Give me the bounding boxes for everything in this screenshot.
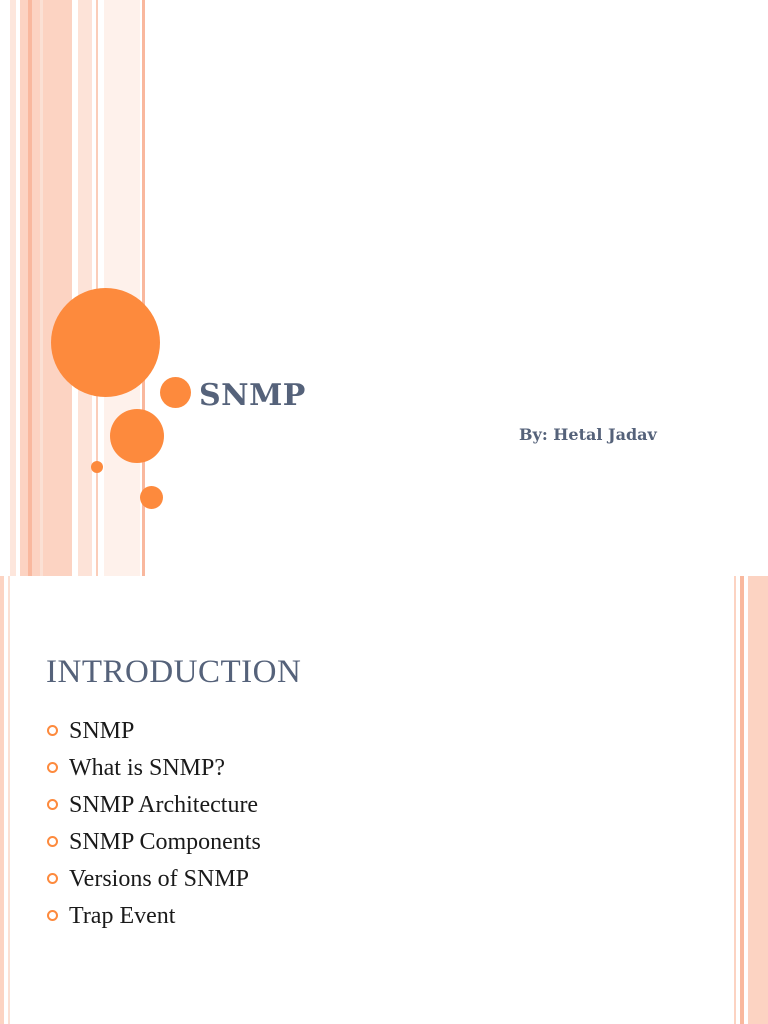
slide-heading: INTRODUCTION: [46, 654, 302, 690]
slide-title: SNMP: [199, 378, 306, 413]
list-item-label: SNMP: [69, 718, 135, 744]
medium-circle-decoration: [110, 409, 164, 463]
hollow-circle-bullet-icon: [47, 762, 58, 773]
hollow-circle-bullet-icon: [47, 799, 58, 810]
list-item-label: Versions of SNMP: [69, 866, 250, 892]
hollow-circle-bullet-icon: [47, 910, 58, 921]
list-item-label: SNMP Components: [69, 829, 261, 855]
decorative-stripe: [8, 576, 10, 1024]
list-item: [46, 713, 261, 750]
list-item-label: Trap Event: [69, 903, 176, 929]
hollow-circle-bullet-icon: [47, 873, 58, 884]
hollow-circle-bullet-icon: [47, 725, 58, 736]
list-item: [46, 824, 261, 861]
list-item: [46, 750, 261, 787]
tiny-circle-decoration: [91, 461, 103, 473]
decorative-stripe: [734, 576, 736, 1024]
small-circle-decoration: [160, 377, 191, 408]
decorative-stripe: [0, 576, 4, 1024]
introduction-slide: [0, 576, 768, 1024]
hollow-circle-bullet-icon: [47, 836, 58, 847]
small-circle-decoration: [140, 486, 163, 509]
decorative-stripe: [78, 0, 92, 576]
decorative-stripe: [740, 576, 744, 1024]
list-item-label: SNMP Architecture: [69, 792, 259, 818]
list-item: [46, 861, 261, 898]
large-circle-decoration: [51, 288, 160, 397]
slide-subtitle: By: Hetal Jadav: [519, 425, 657, 444]
list-item: [46, 898, 261, 935]
bullet-list: [46, 713, 261, 935]
list-item-label: What is SNMP?: [69, 755, 225, 781]
decorative-stripe: [748, 576, 768, 1024]
decorative-stripe: [28, 0, 32, 576]
decorative-stripe: [10, 0, 16, 576]
list-item: [46, 787, 261, 824]
decorative-stripe: [40, 0, 43, 576]
